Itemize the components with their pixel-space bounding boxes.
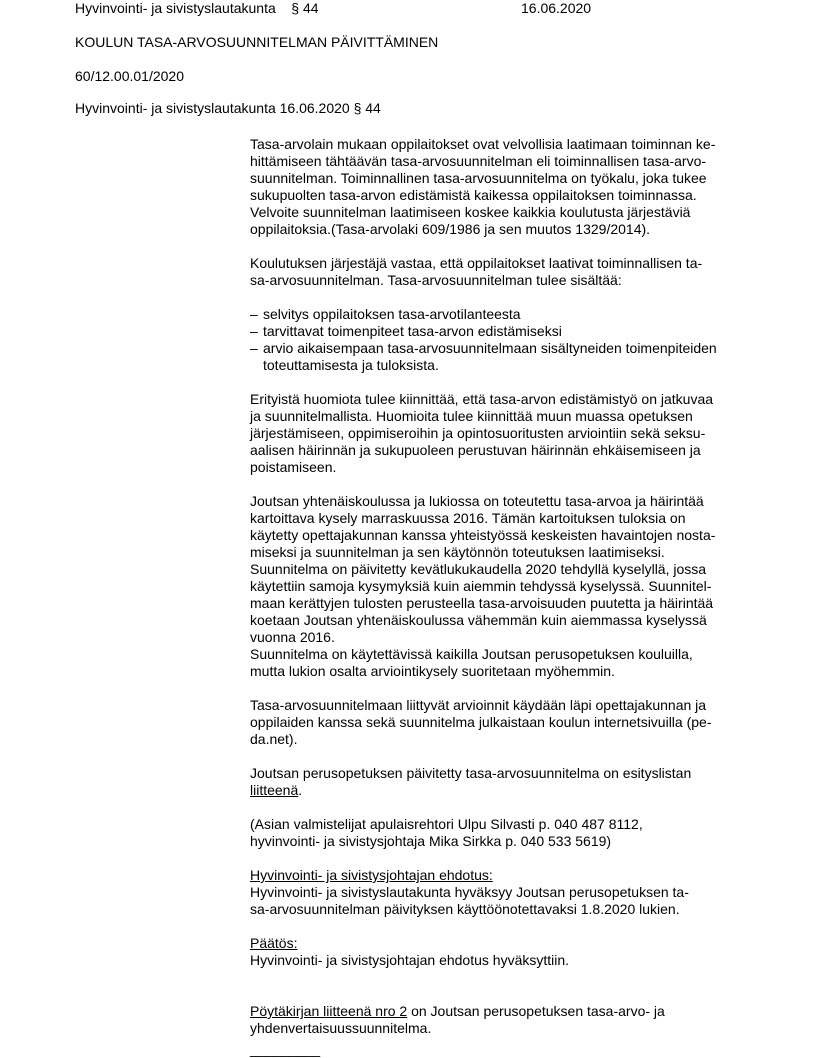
header-board-section: Hyvinvointi- ja sivistyslautakunta § 44 <box>75 0 319 16</box>
list-item-text: tarvittavat toimenpiteet tasa-arvon edistämiseksi <box>263 323 562 339</box>
text-line: Tasa-arvosuunnitelmaan liittyvät arvioinnit käydään läpi opettajakunnan ja <box>250 697 707 713</box>
appendix-text: on Joutsan perusopetuksen tasa-arvo- ja <box>407 1003 665 1019</box>
text-line: käytettiin samoja kysymyksiä kuin aiemmin tehdyssä kyselyssä. Suunnitel- <box>250 578 712 594</box>
text-line: suunnitelman. Toiminnallinen tasa-arvosuunnitelma on työkalu, joka tukee <box>250 170 707 186</box>
paragraph-publication <box>250 697 750 748</box>
text-line: Joutsan perusopetuksen päivitetty tasa-arvosuunnitelma on esityslistan <box>250 765 692 781</box>
text-line: Hyvinvointi- ja sivistysjohtajan ehdotus hyväksyttiin. <box>250 952 570 968</box>
text-line: Joutsan yhtenäiskoulussa ja lukiossa on toteutettu tasa-arvoa ja häirintää <box>250 493 704 509</box>
list-item <box>250 323 750 340</box>
text-line: poistamiseen. <box>250 459 337 475</box>
list-item-text: selvitys oppilaitoksen tasa-arvotilanteesta <box>263 306 521 322</box>
proposal-heading: Hyvinvointi- ja sivistysjohtajan ehdotus: <box>250 867 493 883</box>
paragraph-survey <box>250 493 750 680</box>
text-line: vuonna 2016. <box>250 629 335 645</box>
closing-line: _________ <box>250 1041 321 1057</box>
paragraph-attention <box>250 391 750 476</box>
text-line: Erityistä huomiota tulee kiinnittää, että tasa-arvon edistämistyö on jatkuvaa <box>250 391 714 407</box>
punctuation: . <box>298 782 303 798</box>
text-line: (Asian valmistelijat apulaisrehtori Ulpu Silvasti p. 040 487 8112, <box>250 816 643 832</box>
text-line <box>250 782 750 799</box>
paragraph-legal-basis <box>250 136 750 238</box>
text-line: sa-arvosuunnitelman. Tasa-arvosuunnitelman tulee sisältää: <box>250 272 622 288</box>
dash-bullet: – <box>250 306 258 322</box>
text-line: Hyvinvointi- ja sivistyslautakunta hyväksyy Joutsan perusopetuksen ta- <box>250 884 689 900</box>
text-line: aalisen häirinnän ja sukupuoleen perustuvan häirinnän ehkäisemiseen ja <box>250 442 701 458</box>
text-line: da.net). <box>250 731 298 747</box>
paragraph-attachment <box>250 765 750 799</box>
paragraph-preparers <box>250 816 750 850</box>
decision-section <box>250 935 750 969</box>
spacer <box>250 986 750 1003</box>
attachment-link[interactable]: liitteenä <box>250 782 299 798</box>
text-line: miseksi ja suunnitelman ja sen käytönnön toteutuksen laatimiseksi. <box>250 544 665 560</box>
dash-bullet: – <box>250 340 258 356</box>
text-line: sa-arvosuunnitelman päivityksen käyttöönotettavaksi 1.8.2020 lukien. <box>250 901 680 917</box>
proposal-section <box>250 867 750 918</box>
text-line <box>250 1003 750 1020</box>
decision-heading: Päätös: <box>250 935 298 951</box>
text-line: ja suunnitelmallista. Huomioita tulee kiinnittää muun muassa opetuksen <box>250 408 693 424</box>
case-number: 60/12.00.01/2020 <box>75 68 184 84</box>
text-line: hittämiseen tähtäävän tasa-arvosuunnitelman eli toiminnallisen tasa-arvo- <box>250 153 707 169</box>
dash-bullet: – <box>250 323 258 339</box>
text-line: mutta lukion osalta arviointikysely suoritetaan myöhemmin. <box>250 663 615 679</box>
document-title: KOULUN TASA-ARVOSUUNNITELMAN PÄIVITTÄMINEN <box>75 34 439 50</box>
appendix-link[interactable]: Pöytäkirjan liitteenä nro 2 <box>250 1003 408 1019</box>
text-line: Koulutuksen järjestäjä vastaa, että oppilaitokset laativat toiminnallisen ta- <box>250 255 703 271</box>
text-line: hyvinvointi- ja sivistysjohtaja Mika Sirkka p. 040 533 5619) <box>250 833 612 849</box>
text-line: Velvoite suunnitelman laatimiseen koskee kaikkia koulutusta järjestäviä <box>250 204 691 220</box>
text-line: käytetty opettajakunnan kanssa yhteistyössä keskeisten havaintojen nosta- <box>250 527 716 543</box>
text-line: yhdenvertaisuussuunnitelma. <box>250 1020 432 1036</box>
header-date: 16.06.2020 <box>521 0 592 16</box>
text-line: Suunnitelma on päivitetty kevätlukukaudella 2020 tehdyllä kyselyllä, jossa <box>250 561 707 577</box>
text-line: koetaan Joutsan yhtenäiskoulussa vähemmän kuin aiemmassa kyselyssä <box>250 612 707 628</box>
list-item <box>250 306 750 323</box>
meeting-reference: Hyvinvointi- ja sivistyslautakunta 16.06.2020 § 44 <box>75 100 381 116</box>
body-text <box>250 136 750 1058</box>
text-line: järjestämiseen, oppimiseroihin ja opintosuoritusten arviointiin sekä seksu- <box>250 425 706 441</box>
list-item-continuation: toteuttamisesta ja tuloksista. <box>263 357 439 373</box>
bullet-list <box>250 306 750 374</box>
text-line: sukupuolten tasa-arvon edistämistä kaikessa oppilaitoksen toiminnassa. <box>250 187 697 203</box>
list-item <box>250 340 750 357</box>
appendix-section <box>250 1003 750 1058</box>
text-line: oppilaiden kanssa sekä suunnitelma julkaistaan koulun internetsivuilla (pe- <box>250 714 712 730</box>
list-item-text: arvio aikaisempaan tasa-arvosuunnitelmaan sisältyneiden toimenpiteiden <box>263 340 717 356</box>
text-line: kartoittava kysely marraskuussa 2016. Tämän kartoituksen tuloksia on <box>250 510 686 526</box>
text-line: maan kerättyjen tulosten perusteella tasa-arvoisuuden puutetta ja häirintää <box>250 595 714 611</box>
text-line: Tasa-arvolain mukaan oppilaitokset ovat velvollisia laatimaan toiminnan ke- <box>250 136 716 152</box>
paragraph-organizer-duty <box>250 255 750 289</box>
text-line: Suunnitelma on käytettävissä kaikilla Joutsan perusopetuksen kouluilla, <box>250 646 693 662</box>
text-line: oppilaitoksia.(Tasa-arvolaki 609/1986 ja sen muutos 1329/2014). <box>250 221 651 237</box>
